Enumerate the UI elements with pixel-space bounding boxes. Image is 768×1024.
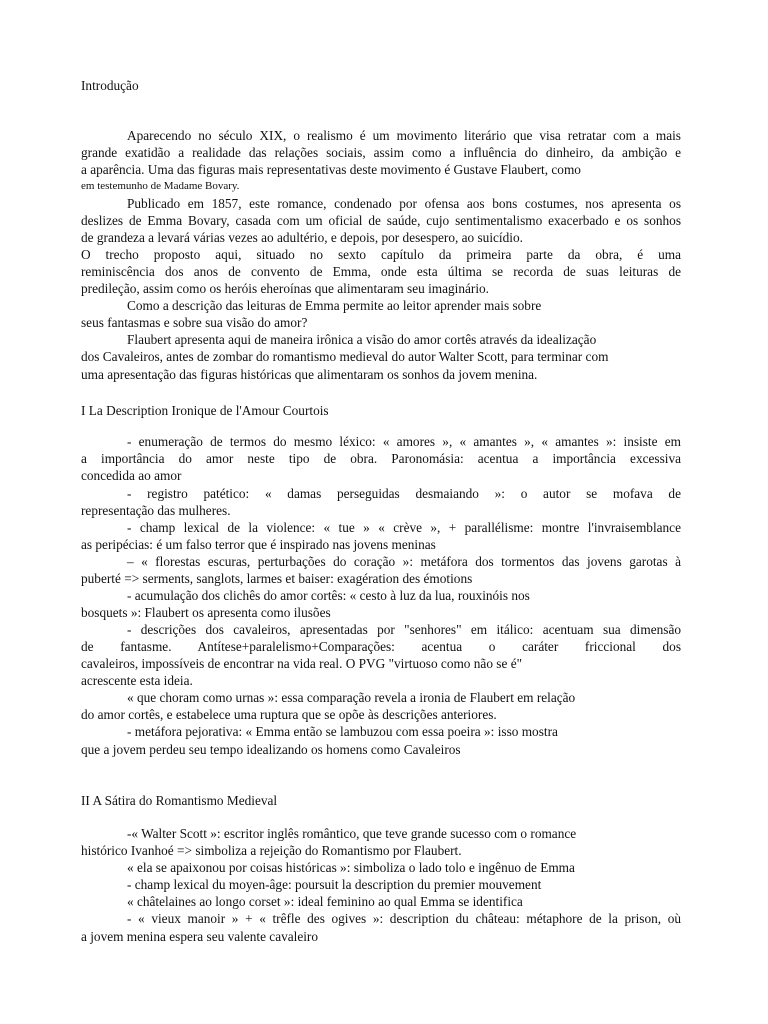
list-item: -« Walter Scott »: escritor inglês romântico, que teve grande sucesso com o romance bbox=[127, 826, 577, 841]
paragraph-line: Como a descrição das leituras de Emma permite ao leitor aprender mais sobre bbox=[127, 298, 542, 313]
list-item-continuation: cavaleiros, impossíveis de encontrar na vida real. O PVG "virtuoso como não se é" bbox=[81, 656, 523, 671]
paragraph-line: Aparecendo no século XIX, o realismo é um movimento literário que visa retratar com a mais bbox=[127, 128, 681, 143]
heading-part-one: I La Description Ironique de l'Amour Courtois bbox=[81, 403, 329, 418]
paragraph-line: reminiscência dos anos de convento de Emma, onde esta última se recorda de suas leituras de bbox=[81, 264, 681, 279]
list-item-continuation: representação das mulheres. bbox=[81, 503, 231, 518]
list-item-continuation: bosquets »: Flaubert os apresenta como ilusões bbox=[81, 605, 331, 620]
heading-introduction: Introdução bbox=[81, 78, 139, 93]
list-item: - registro patético: « damas perseguidas desmaiando »: o autor se mofava de bbox=[127, 486, 681, 501]
list-item-continuation: que a jovem perdeu seu tempo idealizando os homens como Cavaleiros bbox=[81, 742, 461, 757]
list-item-continuation: concedida ao amor bbox=[81, 468, 182, 483]
list-item: « ela se apaixonou por coisas históricas »: simboliza o lado tolo e ingênuo de Emma bbox=[127, 860, 575, 875]
paragraph-line: Publicado em 1857, este romance, condenado por ofensa aos bons costumes, nos apresenta os bbox=[127, 196, 681, 211]
paragraph-line: a aparência. Uma das figuras mais representativas deste movimento é Gustave Flaubert, como bbox=[81, 162, 581, 177]
list-item: - champ lexical de la violence: « tue » « crève », + parallélisme: montre l'invraisemblance bbox=[127, 520, 681, 535]
paragraph-line: de grandeza a levará várias vezes ao adultério, e depois, por desespero, ao suicídio. bbox=[81, 230, 523, 245]
list-item: - metáfora pejorativa: « Emma então se lambuzou com essa poeira »: isso mostra bbox=[127, 724, 558, 739]
list-item-continuation: do amor cortês, e estabelece uma ruptura que se opõe às descrições anteriores. bbox=[81, 707, 497, 722]
list-item: - enumeração de termos do mesmo léxico: « amores », « amantes », « amantes »: insiste em bbox=[127, 434, 681, 449]
paragraph-line: em testemunho de Madame Bovary. bbox=[81, 180, 240, 192]
list-item-continuation: histórico Ivanhoé => simboliza a rejeição do Romantismo por Flaubert. bbox=[81, 843, 462, 858]
list-item: « châtelaines ao longo corset »: ideal feminino ao qual Emma se identifica bbox=[127, 894, 523, 909]
list-item: - « vieux manoir » + « trêfle des ogives »: description du château: métaphore de la prison, où bbox=[127, 911, 681, 926]
paragraph-line: O trecho proposto aqui, situado no sexto capítulo da primeira parte da obra, é uma bbox=[81, 247, 681, 262]
paragraph-line: Flaubert apresenta aqui de maneira irônica a visão do amor cortês através da idealização bbox=[127, 332, 597, 347]
heading-part-two: II A Sátira do Romantismo Medieval bbox=[81, 793, 278, 808]
paragraph-line: seus fantasmas e sobre sua visão do amor? bbox=[81, 315, 308, 330]
list-item: – « florestas escuras, perturbações do coração »: metáfora dos tormentos das jovens garotas à bbox=[127, 554, 681, 569]
paragraph-line: uma apresentação das figuras históricas que alimentaram os sonhos da jovem menina. bbox=[81, 367, 538, 382]
list-item-continuation: de fantasme. Antítese+paralelismo+Comparações: acentua o caráter friccional dos bbox=[81, 639, 681, 654]
paragraph-line: grande exatidão a realidade das relações sociais, assim como a influência do dinheiro, da ambição e bbox=[81, 145, 681, 160]
list-item: - acumulação dos clichês do amor cortês: « cesto à luz da lua, rouxinóis nos bbox=[127, 588, 530, 603]
list-item: « que choram como urnas »: essa comparação revela a ironia de Flaubert em relação bbox=[127, 690, 576, 705]
list-item-continuation: a jovem menina espera seu valente cavaleiro bbox=[81, 929, 319, 944]
list-item: - descrições dos cavaleiros, apresentadas por "senhores" em itálico: acentuam sua dimensão bbox=[127, 622, 681, 637]
paragraph-line: predileção, assim como os heróis eheroínas que alimentaram seu imaginário. bbox=[81, 281, 490, 296]
paragraph-line: dos Cavaleiros, antes de zombar do romantismo medieval do autor Walter Scott, para terminar com bbox=[81, 349, 609, 364]
list-item: - champ lexical du moyen-âge: poursuit la description du premier mouvement bbox=[127, 877, 542, 892]
list-item-continuation: a importância do amor neste tipo de obra. Paronomásia: acentua a importância excessiva bbox=[81, 451, 681, 466]
list-item-continuation: as peripécias: é um falso terror que é inspirado nas jovens meninas bbox=[81, 537, 436, 552]
list-item-continuation: acrescente esta ideia. bbox=[81, 673, 193, 688]
paragraph-line: deslizes de Emma Bovary, casada com um oficial de saúde, cujo sentimentalismo exacerbado e os sonhos bbox=[81, 213, 681, 228]
list-item-continuation: puberté => serments, sanglots, larmes et baiser: exagération des émotions bbox=[81, 571, 473, 586]
